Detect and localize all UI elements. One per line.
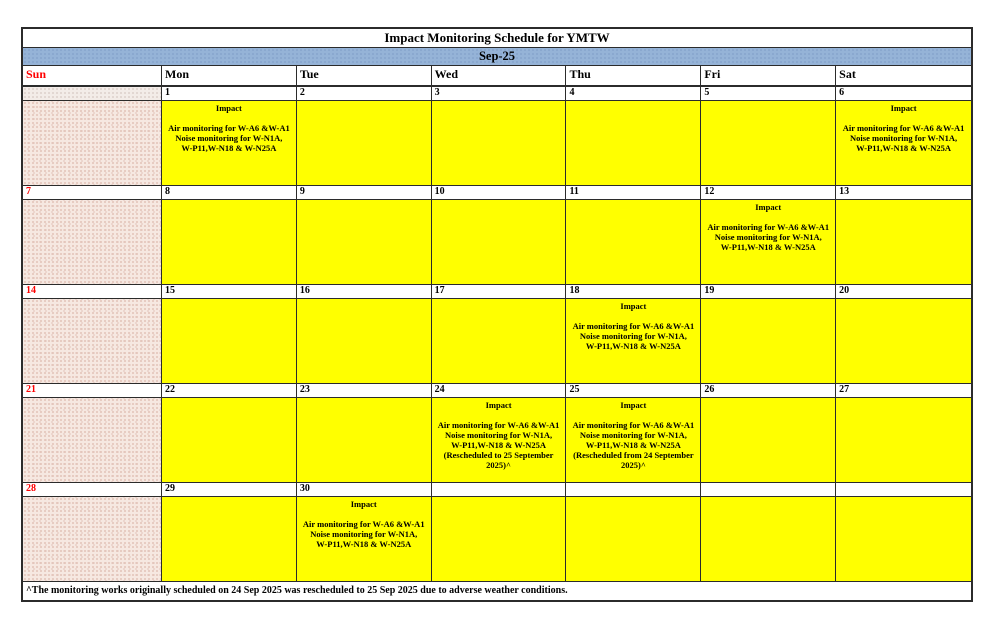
day-number-26: 26 [701,384,836,397]
event-line [432,410,566,420]
day-cell-empty [432,497,567,581]
day-number-24: 24 [432,384,567,397]
event-line [836,113,971,123]
event-line: Noise monitoring for W-N1A, [175,133,283,143]
day-number-19: 19 [701,285,836,298]
event-line: 2025)^ [486,460,511,470]
day-number-6: 6 [836,87,971,100]
week-1-number-row [23,87,971,101]
week-4-number-row [23,384,971,398]
day-cell-30 [297,497,432,581]
day-cell-empty [566,497,701,581]
day-number-21: 21 [23,384,162,397]
event-line: Air monitoring for W-A6 &W-A1 [572,321,695,331]
day-cell-25 [566,398,701,482]
event-line: Noise monitoring for W-N1A, [310,529,418,539]
day-number-16: 16 [297,285,432,298]
day-number-empty [701,483,836,496]
event-line: W-P11,W-N18 & W-N25A [181,143,277,153]
week-3-number-row [23,285,971,299]
day-header-sun: Sun [23,66,162,85]
day-cell-empty [836,497,971,581]
event-line: Air monitoring for W-A6 &W-A1 [437,420,560,430]
day-number-5: 5 [701,87,836,100]
day-cell-10 [432,200,567,284]
day-number-27: 27 [836,384,971,397]
day-header-sat: Sat [836,66,971,85]
event-line [566,410,700,420]
event-line: Noise monitoring for W-N1A, [579,331,687,341]
event-line [297,509,431,519]
event-line: Noise monitoring for W-N1A, [850,133,958,143]
day-cell-17 [432,299,567,383]
event-line: Impact [620,400,647,410]
event-line: Noise monitoring for W-N1A, [579,430,687,440]
day-cell-4 [566,101,701,185]
day-cell-23 [297,398,432,482]
week-1-body-row [23,101,971,186]
week-4-body-row [23,398,971,483]
day-number-22: 22 [162,384,297,397]
event-line: Air monitoring for W-A6 &W-A1 [707,222,830,232]
event-line: (Rescheduled to 25 September [443,450,554,460]
event-line: Air monitoring for W-A6 &W-A1 [302,519,425,529]
day-cell-2 [297,101,432,185]
week-5-body-row [23,497,971,582]
day-number-11: 11 [566,186,701,199]
day-cell-3 [432,101,567,185]
week-5-number-row [23,483,971,497]
day-number-empty [432,483,567,496]
day-header-thu: Thu [566,66,701,85]
day-number-30: 30 [297,483,432,496]
day-cell-22 [162,398,297,482]
day-number-23: 23 [297,384,432,397]
day-number-15: 15 [162,285,297,298]
day-header-wed: Wed [432,66,567,85]
event-line: Air monitoring for W-A6 &W-A1 [572,420,695,430]
day-cell-1 [162,101,297,185]
day-number-29: 29 [162,483,297,496]
day-cell-13 [836,200,971,284]
day-number-18: 18 [566,285,701,298]
event-line: Noise monitoring for W-N1A, [445,430,553,440]
event-line: Air monitoring for W-A6 &W-A1 [842,123,965,133]
event-line: (Rescheduled from 24 September [573,450,694,460]
day-cell-empty [23,101,162,185]
day-number-14: 14 [23,285,162,298]
day-cell-9 [297,200,432,284]
event-line [566,311,700,321]
event-line: Impact [755,202,782,212]
day-number-13: 13 [836,186,971,199]
day-cell-12 [701,200,836,284]
day-cell-14 [23,299,162,383]
event-line: W-P11,W-N18 & W-N25A [856,143,952,153]
day-number-empty [836,483,971,496]
day-header-tue: Tue [297,66,432,85]
page-title: Impact Monitoring Schedule for YMTW [23,29,971,48]
event-line: Air monitoring for W-A6 &W-A1 [168,123,290,133]
day-number-empty [23,87,162,100]
event-line: Impact [215,103,242,113]
event-line: 2025)^ [621,460,646,470]
day-cell-27 [836,398,971,482]
day-cell-26 [701,398,836,482]
day-number-10: 10 [432,186,567,199]
day-number-empty [566,483,701,496]
event-line: W-P11,W-N18 & W-N25A [585,440,681,450]
day-cell-20 [836,299,971,383]
day-header-row [23,66,971,87]
day-cell-7 [23,200,162,284]
day-cell-8 [162,200,297,284]
footnote: ^The monitoring works originally scheduled on 24 Sep 2025 was rescheduled to 25 Sep 2025 due to adverse weather conditions. [23,582,971,600]
week-2-body-row [23,200,971,285]
event-line: W-P11,W-N18 & W-N25A [720,242,816,252]
day-header-fri: Fri [701,66,836,85]
event-line [701,212,835,222]
day-cell-28 [23,497,162,581]
day-number-1: 1 [162,87,297,100]
event-line: W-P11,W-N18 & W-N25A [585,341,681,351]
month-banner: Sep-25 [23,48,971,66]
day-number-28: 28 [23,483,162,496]
event-line: Impact [890,103,917,113]
day-number-2: 2 [297,87,432,100]
day-number-4: 4 [566,87,701,100]
calendar-weeks [23,87,971,582]
day-number-9: 9 [297,186,432,199]
day-header-mon: Mon [162,66,297,85]
day-cell-16 [297,299,432,383]
day-cell-5 [701,101,836,185]
day-cell-19 [701,299,836,383]
event-line: Impact [620,301,647,311]
event-line: Noise monitoring for W-N1A, [714,232,822,242]
week-3-body-row [23,299,971,384]
event-line: W-P11,W-N18 & W-N25A [451,440,547,450]
day-number-25: 25 [566,384,701,397]
event-line: W-P11,W-N18 & W-N25A [316,539,412,549]
day-number-3: 3 [432,87,567,100]
day-cell-29 [162,497,297,581]
schedule-table [21,27,973,602]
day-cell-15 [162,299,297,383]
day-cell-empty [701,497,836,581]
day-number-12: 12 [701,186,836,199]
day-cell-21 [23,398,162,482]
day-number-8: 8 [162,186,297,199]
event-line: Impact [485,400,512,410]
day-number-17: 17 [432,285,567,298]
event-line: Impact [350,499,377,509]
day-number-20: 20 [836,285,971,298]
day-number-7: 7 [23,186,162,199]
day-cell-18 [566,299,701,383]
day-cell-11 [566,200,701,284]
event-line [162,113,296,123]
day-cell-24 [432,398,567,482]
day-cell-6 [836,101,971,185]
week-2-number-row [23,186,971,200]
